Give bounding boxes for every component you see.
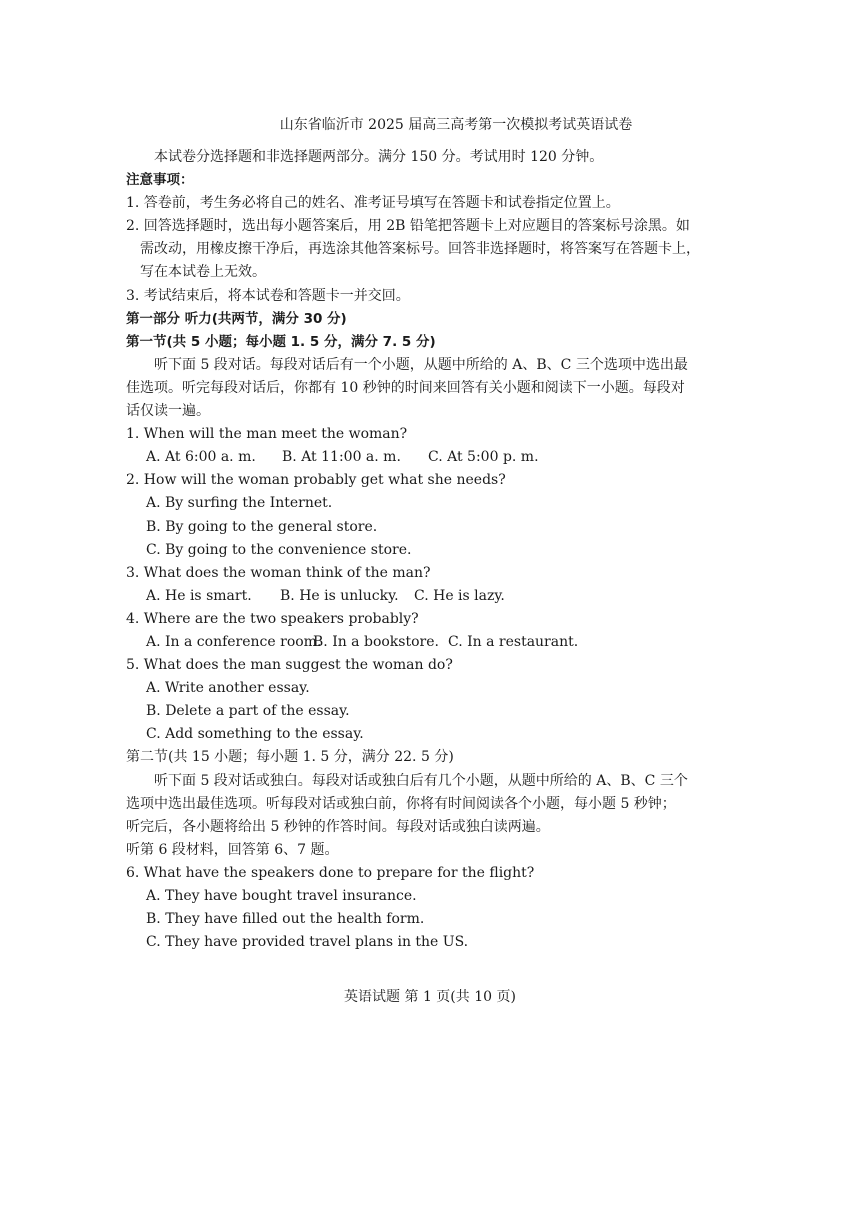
- question-1: 1. When will the man meet the woman?: [126, 426, 408, 443]
- section2-instructions: 听下面 5 段对话或独白。每段对话或独白后有几个小题，从题中所给的 A、B、C 三个: [154, 772, 688, 789]
- section2-heading: 第二节(共 15 小题；每小题 1. 5 分，满分 22. 5 分): [126, 749, 454, 766]
- option-b: B. Delete a part of the essay.: [146, 703, 350, 720]
- question-1-options: [126, 446, 746, 469]
- notice-item: 2. 回答选择题时，选出每小题答案后，用 2B 铅笔把答题卡上对应题目的答案标号涂黑。如: [126, 218, 690, 235]
- option-b: B. At 11:00 a. m.: [282, 449, 401, 466]
- option-b: B. In a bookstore.: [313, 633, 439, 650]
- section2-instructions: 选项中选出最佳选项。听每段对话或独白前，你将有时间阅读各个小题，每小题 5 秒钟；: [126, 795, 676, 812]
- question-5: 5. What does the man suggest the woman do?: [126, 657, 453, 674]
- section2-instructions: 听完后，各小题将给出 5 秒钟的作答时间。每段对话或独白读两遍。: [126, 818, 550, 835]
- section1-instructions: 佳选项。听完每段对话后，你都有 10 秒钟的时间来回答有关小题和阅读下一小题。每段对: [126, 379, 685, 396]
- option-c: C. In a restaurant.: [448, 633, 579, 650]
- notice-item: 1. 答卷前，考生务必将自己的姓名、准考证号填写在答题卡和试卷指定位置上。: [126, 195, 620, 212]
- option-a: A. They have bought travel insurance.: [146, 888, 417, 904]
- option-a: A. He is smart.: [146, 587, 252, 604]
- question-3-options: [126, 585, 746, 608]
- page-title: 山东省临沂市 2025 届高三高考第一次模拟考试英语试卷: [279, 117, 633, 133]
- option-a: A. At 6:00 a. m.: [146, 449, 256, 466]
- notice-item-cont: 写在本试卷上无效。: [140, 264, 266, 281]
- notice-item-cont: 需改动，用橡皮擦干净后，再选涂其他答案标号。回答非选择题时，将答案写在答题卡上，: [140, 241, 700, 258]
- section1-instructions: 听下面 5 段对话。每段对话后有一个小题，从题中所给的 A、B、C 三个选项中选出最: [154, 356, 688, 373]
- option-c: C. They have provided travel plans in the US.: [146, 934, 469, 951]
- option-b: B. They have filled out the health form.: [146, 911, 425, 928]
- exam-page: [126, 108, 746, 954]
- material-note: 听第 6 段材料，回答第 6、7 题。: [126, 841, 339, 858]
- section1-instructions: 话仅读一遍。: [126, 403, 210, 420]
- option-b: B. He is unlucky.: [280, 587, 399, 604]
- question-4-options: [126, 631, 746, 654]
- option-a: A. Write another essay.: [146, 680, 310, 697]
- notice-item: 3. 考试结束后，将本试卷和答题卡一并交回。: [126, 287, 410, 304]
- intro-text: 本试卷分选择题和非选择题两部分。满分 150 分。考试用时 120 分钟。: [154, 149, 604, 165]
- option-a: A. By surfing the Internet.: [146, 495, 333, 512]
- option-c: C. At 5:00 p. m.: [428, 449, 539, 466]
- option-c: C. Add something to the essay.: [146, 726, 364, 743]
- question-2: 2. How will the woman probably get what she needs?: [126, 472, 506, 489]
- option-a: A. In a conference room.: [146, 633, 322, 650]
- option-b: B. By going to the general store.: [146, 518, 378, 535]
- part1-heading: 第一部分 听力(共两节，满分 30 分): [126, 310, 347, 327]
- question-3: 3. What does the woman think of the man?: [126, 564, 431, 581]
- page-footer: 英语试题 第 1 页(共 10 页): [344, 989, 516, 1005]
- option-c: C. He is lazy.: [414, 587, 505, 604]
- section1-heading: 第一节(共 5 小题；每小题 1. 5 分，满分 7. 5 分): [126, 333, 436, 350]
- option-c: C. By going to the convenience store.: [146, 541, 412, 558]
- question-6: 6. What have the speakers done to prepare for the flight?: [126, 864, 535, 881]
- notice-heading: 注意事项：: [126, 172, 194, 189]
- question-4: 4. Where are the two speakers probably?: [126, 610, 419, 627]
